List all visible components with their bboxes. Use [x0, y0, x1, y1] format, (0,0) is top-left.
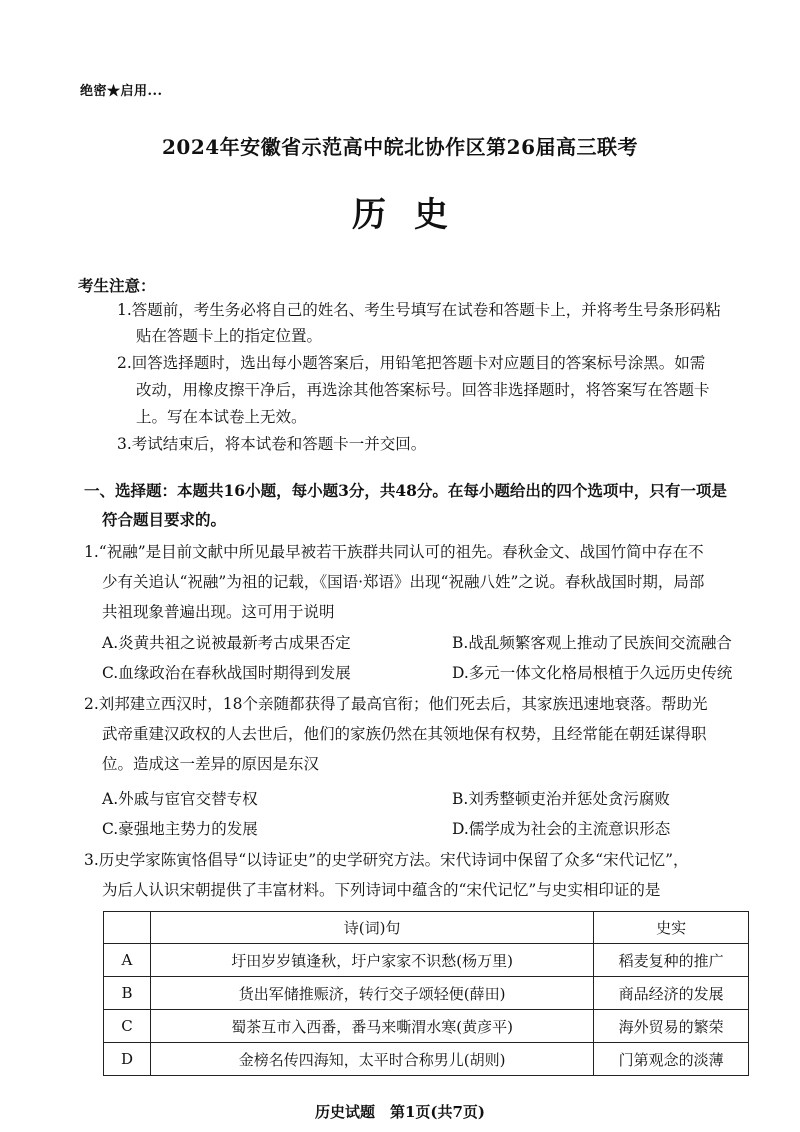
question-3-table — [103, 911, 749, 1076]
question-2-option-d: D.儒学成为社会的主流意识形态 — [452, 820, 671, 838]
question-2-option-a: A.外戚与宦官交替专权 — [102, 790, 258, 808]
question-2-stem: 位。造成这一差异的原因是东汉 — [102, 755, 320, 773]
table-cell-fact: 海外贸易的繁荣 — [594, 1010, 749, 1043]
table-row — [104, 1010, 749, 1043]
table-cell-option: C — [104, 1010, 151, 1043]
table-cell-poem: 金榜名传四海知，太平时合称男儿(胡则) — [150, 1043, 593, 1076]
exam-title: 2024年安徽省示范高中皖北协作区第26届高三联考 — [162, 135, 638, 159]
question-2-stem: 2.刘邦建立西汉时，18个亲随都获得了最高官衔；他们死去后，其家族迅速地衰落。帮助光 — [84, 695, 708, 713]
table-header-row — [104, 912, 749, 944]
notice-item-line: 2.回答选择题时，选出每小题答案后，用铅笔把答题卡对应题目的答案标号涂黑。如需 — [117, 354, 706, 372]
notice-item-line: 改动，用橡皮擦干净后，再选涂其他答案标号。回答非选择题时，将答案写在答题卡 — [136, 381, 710, 399]
section-heading-cont: 符合题目要求的。 — [102, 510, 227, 529]
table-header-cell: 诗(词)句 — [150, 912, 593, 944]
table-cell-fact: 门第观念的淡薄 — [594, 1043, 749, 1076]
table-cell-poem: 圩田岁岁镇逢秋，圩户家家不识愁(杨万里) — [150, 944, 593, 977]
question-1-option-b: B.战乱频繁客观上推动了民族间交流融合 — [452, 634, 732, 652]
table-cell-poem: 货出军储推赈济，转行交子颂轻便(薛田) — [150, 977, 593, 1010]
table-cell-poem: 蜀茶互市入西番，番马来嘶渭水寒(黄彦平) — [150, 1010, 593, 1043]
question-1-stem: 少有关追认“祝融”为祖的记载，《国语·郑语》出现“祝融八姓”之说。春秋战国时期，局部 — [102, 573, 705, 591]
table-cell-option: B — [104, 977, 151, 1010]
table-row — [104, 1043, 749, 1076]
confidential-mark: 绝密★启用... — [80, 84, 163, 99]
notice-item-line: 1.答题前，考生务必将自己的姓名、考生号填写在试卷和答题卡上，并将考生号条形码粘 — [117, 301, 721, 319]
question-1-stem: 1.“祝融”是目前文献中所见最早被若干族群共同认可的祖先。春秋金文、战国竹简中存在不 — [84, 543, 704, 561]
question-3-stem: 为后人认识宋朝提供了丰富材料。下列诗词中蕴含的“宋代记忆”与史实相印证的是 — [102, 881, 661, 899]
table-row — [104, 977, 749, 1010]
table-cell-fact: 稻麦复种的推广 — [594, 944, 749, 977]
question-3-stem: 3.历史学家陈寅恪倡导“以诗证史”的史学研究方法。宋代诗词中保留了众多“宋代记忆”， — [84, 851, 689, 869]
table-cell-option: A — [104, 944, 151, 977]
subject-title: 历史 — [352, 195, 476, 235]
page-footer: 历史试题 第1页(共7页) — [314, 1103, 486, 1121]
notice-item-line: 贴在答题卡上的指定位置。 — [136, 327, 323, 345]
question-2-option-b: B.刘秀整顿吏治并惩处贪污腐败 — [452, 790, 670, 808]
notice-item-line: 3.考试结束后，将本试卷和答题卡一并交回。 — [117, 435, 427, 453]
section-heading: 一、选择题：本题共16小题，每小题3分，共48分。在每小题给出的四个选项中，只有一项是 — [84, 481, 727, 500]
notice-heading: 考生注意： — [78, 276, 156, 295]
table-cell-fact: 商品经济的发展 — [594, 977, 749, 1010]
table-header-cell — [104, 912, 151, 944]
notice-item-line: 上。写在本试卷上无效。 — [136, 408, 307, 426]
table-cell-option: D — [104, 1043, 151, 1076]
question-1-stem: 共祖现象普遍出现。这可用于说明 — [102, 603, 335, 621]
table-header-cell: 史实 — [594, 912, 749, 944]
question-1-option-a: A.炎黄共祖之说被最新考古成果否定 — [102, 634, 351, 652]
question-2-option-c: C.豪强地主势力的发展 — [102, 820, 258, 838]
question-1-option-c: C.血缘政治在春秋战国时期得到发展 — [102, 664, 351, 682]
question-1-option-d: D.多元一体文化格局根植于久远历史传统 — [452, 664, 733, 682]
question-2-stem: 武帝重建汉政权的人去世后，他们的家族仍然在其领地保有权势，且经常能在朝廷谋得职 — [102, 725, 707, 743]
table-row — [104, 944, 749, 977]
